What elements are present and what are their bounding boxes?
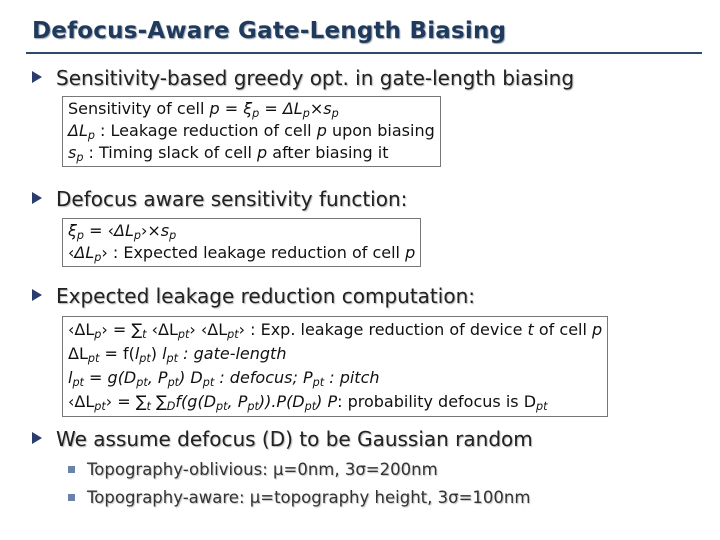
- bullet-greedy-opt: Sensitivity-based greedy opt. in gate-length biasing: [32, 66, 574, 90]
- expected-leakage-definition: $‹\Delta L_p›$ : Expected leakage reduction of cell p: [68, 243, 416, 264]
- page-title: Defocus-Aware Gate-Length Biasing: [32, 18, 507, 44]
- bullet-arrow-icon: [32, 432, 42, 444]
- bullet-arrow-icon: [32, 71, 42, 83]
- bullet-defocus-sensitivity: Defocus aware sensitivity function:: [32, 187, 407, 211]
- title-divider: [26, 52, 702, 54]
- leakage-reduction-definition: $\Delta L_p$ : Leakage reduction of cell p upon biasing: [68, 121, 435, 142]
- sensitivity-definition-box: [62, 96, 441, 167]
- bullet-gaussian-defocus: We assume defocus (D) to be Gaussian random: [32, 427, 533, 451]
- subbullet-topography-oblivious: Topography-oblivious: μ=0nm, 3σ=200nm: [68, 460, 438, 479]
- square-bullet-icon: [68, 494, 75, 501]
- probability-weighted-formula: $‹\Delta L_{pt}› = \sum_t$ $\sum_Df(g(D_{pt}$, $P_{pt})).P(D_{pt})$ P: probability defocus is $D_{pt}$: [68, 392, 548, 413]
- square-bullet-icon: [68, 466, 75, 473]
- defocus-sensitivity-formula: $\xi_p$ = $‹\Delta L_p›\times s_p$: [68, 221, 177, 242]
- gate-length-defocus-formula: $l_{pt} = g(D_{pt}$, $P_{pt}$) $D_{pt}$ : defocus; $P_{pt}$ : pitch: [68, 368, 380, 389]
- leakage-gate-length-formula: $\Delta L_{pt} = f(l_{pt})$ $l_{pt}$ : gate-length: [68, 344, 287, 365]
- bullet-expected-leakage: Expected leakage reduction computation:: [32, 284, 475, 308]
- subbullet-topography-aware: Topography-aware: μ=topography height, 3σ=100nm: [68, 488, 530, 507]
- sensitivity-formula: Sensitivity of cell $p = \xi_p = \Delta L_p\times s_p$: [68, 99, 339, 120]
- bullet-arrow-icon: [32, 192, 42, 204]
- expected-leakage-sum-formula: $‹\Delta L_p› = \sum_t$ $‹\Delta L_{pt}›$ $‹\Delta L_{pt}›$ : Exp. leakage reduction of device t of cell p: [68, 320, 603, 341]
- timing-slack-definition: $s_p$ : Timing slack of cell p after biasing it: [68, 143, 389, 164]
- bullet-arrow-icon: [32, 289, 42, 301]
- defocus-sensitivity-box: [62, 218, 421, 267]
- leakage-computation-box: [62, 316, 608, 417]
